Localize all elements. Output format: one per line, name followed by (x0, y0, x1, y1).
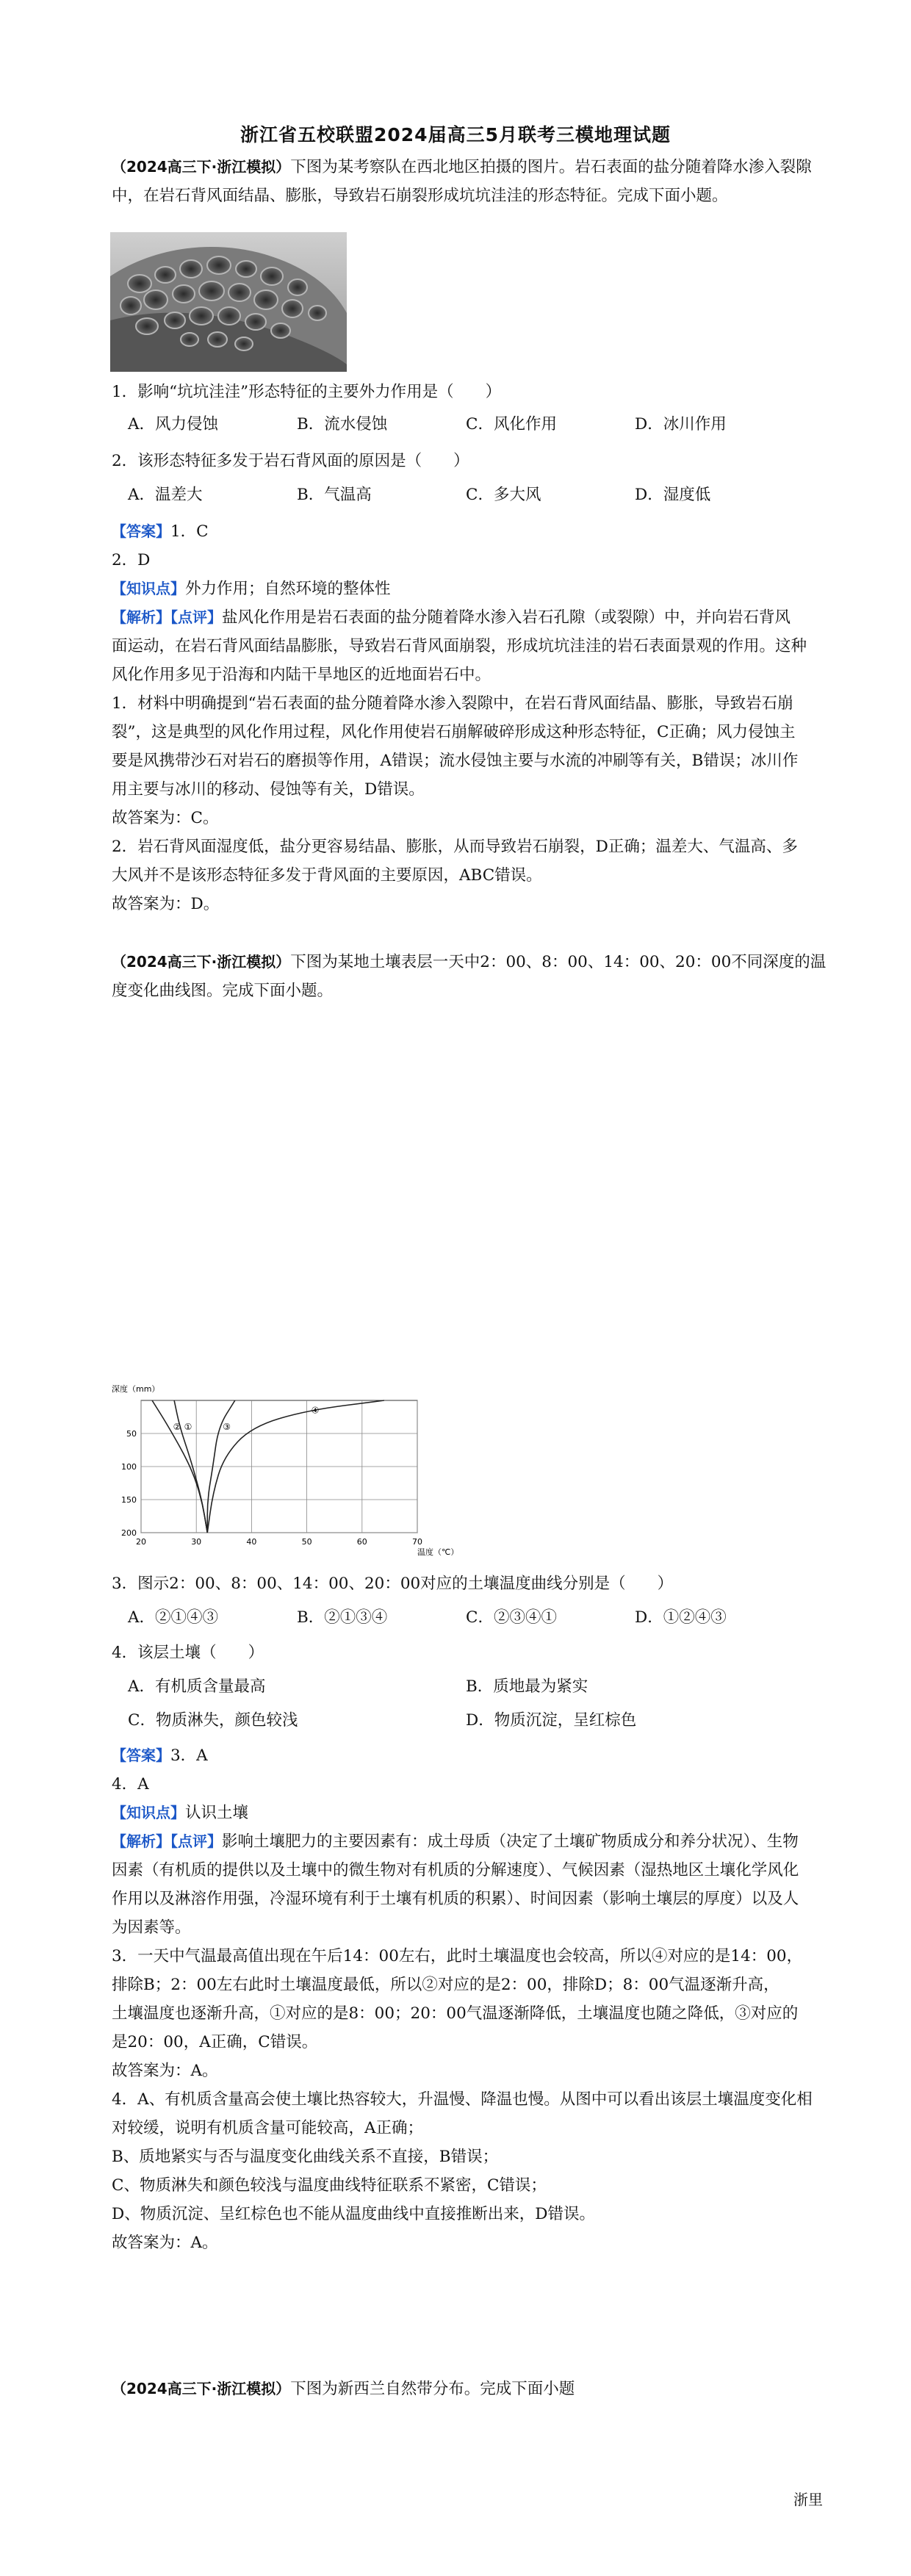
group1-intro: （2024高三下·浙江模拟）下图为某考察队在西北地区拍摄的图片。岩石表面的盐分随着降水渗入裂隙 中，在岩石背风面结晶、膨胀，导致岩石崩裂形成坑坑洼洼的形态特征。完成下面小题。 (112, 158, 812, 205)
chart-ylabel: 深度（mm） (112, 1384, 160, 1394)
chart-grid (141, 1400, 417, 1533)
q4-option-d: D．物质沉淀，呈红棕色 (466, 1711, 637, 1730)
q3-option-d: D．①②④③ (635, 1608, 727, 1627)
y-tick-label: 50 (126, 1429, 137, 1439)
document-title: 浙江省五校联盟2024届高三5月联考三模地理试题 (240, 124, 671, 145)
question-3-options (112, 1605, 828, 1634)
review-tag: 【点评】 (170, 608, 222, 626)
question-4-options-row1 (112, 1674, 828, 1703)
series-label-3: ③ (223, 1422, 231, 1432)
group3-intro: （2024高三下·浙江模拟）下图为新西兰自然带分布。完成下面小题 (112, 2380, 575, 2398)
group2-source: （2024高三下·浙江模拟） (112, 953, 291, 971)
answer-4: 4．A (112, 1775, 149, 1794)
group1-answer-section: 【答案】1．C 2．D 【知识点】外力作用；自然环境的整体性 【解析】【点评】盐风化作用是岩石表面的盐分随着降水渗入岩石孔隙（或裂隙）中，并向岩石背风 面运动，在岩石背风面结晶膨胀，导致岩石背风面崩裂，形成坑坑洼洼的岩石表面景观的作用。这种 风化作用多见于沿海和内陆干旱地区的近地面岩石中。 1．材料中明确提到“岩石表面的盐分随着降水渗入裂隙中，在岩石背风面结晶、膨胀，导致岩石崩 裂”，这是典型的风化作用过程，风化作用使岩石崩解破碎形成这种形态特征，C正确；风力侵蚀主 要是风携带沙石对岩石的磨损等作用，A错误；流水侵蚀主要与水流的冲刷等有关，B错误；冰川作 用主要与冰川的移动、侵蚀等有关，D错误。 故答案为：C。 2．岩石背风面湿度低，盐分更容易结晶、膨胀，从而导致岩石崩裂，D正确；温差大、气温高、多 大风并不是该形态特征多发于背风面的主要原因，ABC错误。 故答案为：D。 (112, 517, 828, 918)
q1-option-d: D．冰川作用 (635, 415, 727, 433)
rock-weathering-photo (110, 232, 347, 372)
x-tick-label: 70 (412, 1537, 422, 1547)
question-4-stem: 4．该层土壤（ ） (112, 1644, 264, 1662)
question-1-stem: 1．影响“坑坑洼洼”形态特征的主要外力作用是（ ） (112, 383, 502, 401)
knowledge-point-text-2: 认识土壤 (185, 1804, 249, 1822)
chart-xlabel: 温度（℃） (417, 1547, 459, 1557)
q3-option-a: A．②①④③ (128, 1608, 219, 1627)
question-4-options-row2 (112, 1708, 828, 1737)
soil-temperature-chart (109, 1381, 459, 1558)
analysis-tag: 【解析】 (112, 608, 170, 626)
q3-option-c: C．②③④① (466, 1608, 557, 1627)
y-tick-label: 100 (121, 1462, 137, 1472)
conclusion-1: 故答案为：C。 (112, 809, 219, 827)
page-footer: 浙里 (793, 2491, 823, 2508)
answer-tag: 【答案】 (112, 522, 170, 540)
q4-option-c: C．物质淋失，颜色较浅 (128, 1711, 298, 1730)
series-label-2: ② (173, 1422, 181, 1432)
question-3-stem: 3．图示2：00、8：00、14：00、20：00对应的土壤温度曲线分别是（ ） (112, 1575, 674, 1593)
q4-option-b: B．质地最为紧实 (466, 1677, 588, 1696)
group3-source: （2024高三下·浙江模拟） (112, 2380, 291, 2397)
knowledge-point-tag: 【知识点】 (112, 580, 185, 597)
question-2-options (112, 482, 828, 511)
group2-intro: （2024高三下·浙江模拟）下图为某地土壤表层一天中2：00、8：00、14：00、20：00不同深度的温 度变化曲线图。完成下面小题。 (112, 953, 827, 1000)
answer-1: 1．C (170, 522, 209, 541)
series-label-1: ① (184, 1422, 192, 1432)
x-tick-label: 30 (191, 1537, 202, 1547)
y-tick-label: 150 (121, 1495, 137, 1505)
conclusion-4: 故答案为：A。 (112, 2234, 218, 2252)
analysis-tag-2: 【解析】 (112, 1832, 170, 1850)
q2-option-d: D．湿度低 (635, 486, 711, 504)
group1-source: （2024高三下·浙江模拟） (112, 158, 291, 176)
answer-3: 3．A (170, 1746, 208, 1765)
knowledge-point-tag-2: 【知识点】 (112, 1804, 185, 1821)
x-tick-label: 40 (246, 1537, 257, 1547)
q4-option-a: A．有机质含量最高 (128, 1677, 266, 1696)
x-tick-label: 50 (301, 1537, 312, 1547)
conclusion-2: 故答案为：D。 (112, 895, 220, 913)
answer-2: 2．D (112, 551, 151, 569)
question-1-options (112, 411, 828, 441)
series-label-4: ④ (311, 1405, 320, 1416)
q1-option-b: B．流水侵蚀 (297, 415, 388, 433)
answer-tag-2: 【答案】 (112, 1746, 170, 1764)
x-tick-label: 20 (136, 1537, 146, 1547)
question-2-stem: 2．该形态特征多发于岩石背风面的原因是（ ） (112, 452, 469, 470)
soil-temperature-chart-svg (109, 1381, 459, 1558)
conclusion-3: 故答案为：A。 (112, 2062, 218, 2080)
review-tag-2: 【点评】 (170, 1832, 222, 1850)
q1-option-c: C．风化作用 (466, 415, 557, 433)
q2-option-c: C．多大风 (466, 486, 541, 504)
chart-ticks (121, 1429, 422, 1547)
group2-answer-section: 【答案】3．A 4．A 【知识点】认识土壤 【解析】【点评】影响土壤肥力的主要因素有：成土母质（决定了土壤矿物质成分和养分状况）、生物 因素（有机质的提供以及土壤中的微生物对有机质的分解速度）、气候因素（湿热地区土壤化学风化 作用以及淋溶作用强，冷湿环境有利于土壤有机质的积累）、时间因素（影响土壤层的厚度）以及人 为因素等。 3．一天中气温最高值出现在午后14：00左右，此时土壤温度也会较高，所以④对应的是14：00， 排除B；2：00左右此时土壤温度最低，所以②对应的是2：00，排除D；8：00气温逐渐升高， 土壤温度也逐渐升高，①对应的是8：00；20：00气温逐渐降低，土壤温度也随之降低，③对应的 是20：00，A正确，C错误。 故答案为：A。 4．A、有机质含量高会使土壤比热容较大，升温慢、降温也慢。从图中可以看出该层土壤温度变化相 对较缓，说明有机质含量可能较高，A正确； B、质地紧实与否与温度变化曲线关系不直接，B错误； C、物质淋失和颜色较浅与温度曲线特征联系不紧密，C错误； D、物质沉淀、呈红棕色也不能从温度曲线中直接推断出来，D错误。 故答案为：A。 (112, 1741, 828, 2257)
y-tick-label: 200 (121, 1528, 137, 1538)
honeycomb-rock-image (110, 232, 347, 372)
q2-option-b: B．气温高 (297, 486, 372, 504)
q1-option-a: A．风力侵蚀 (128, 415, 219, 433)
q2-option-a: A．温差大 (128, 486, 203, 504)
x-tick-label: 60 (356, 1537, 367, 1547)
q3-option-b: B．②①③④ (297, 1608, 388, 1627)
knowledge-point-text: 外力作用；自然环境的整体性 (185, 580, 391, 598)
